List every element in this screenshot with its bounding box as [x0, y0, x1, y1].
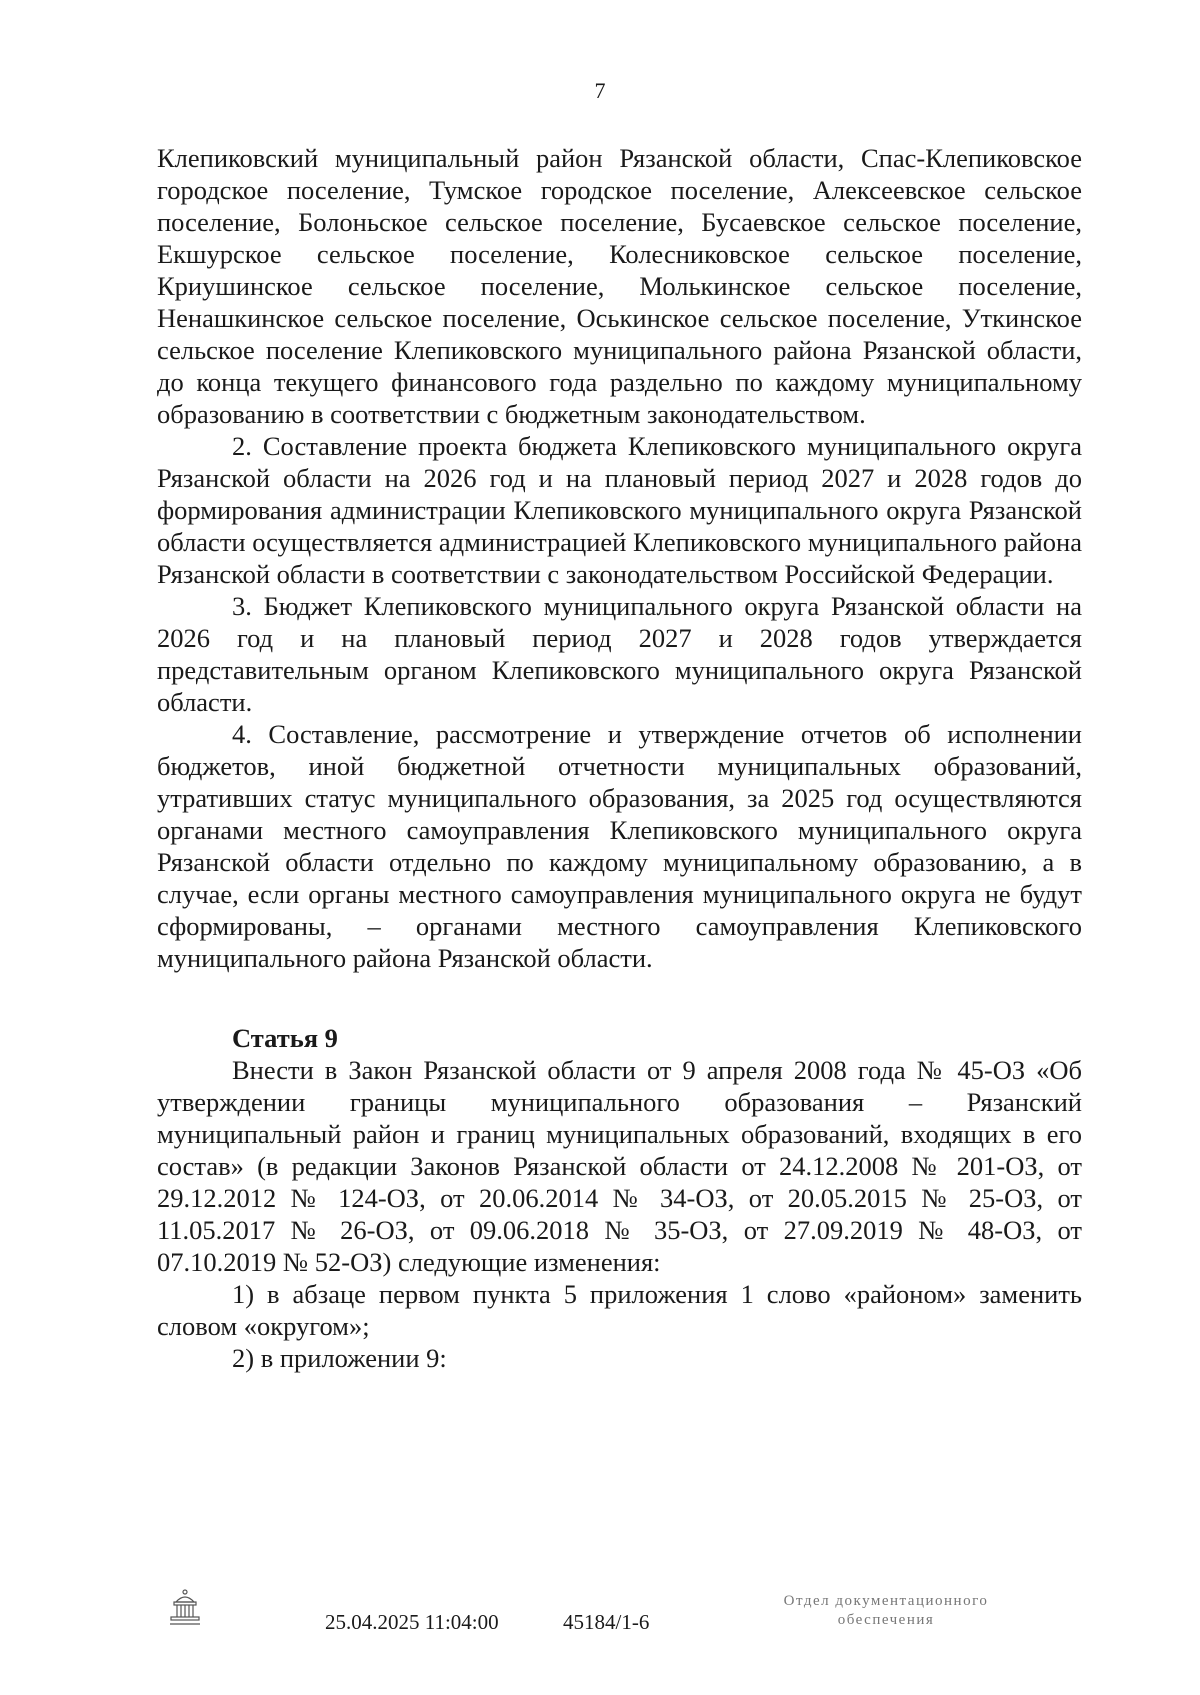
footer-doc-number: 45184/1-6	[563, 1610, 650, 1634]
duma-building-icon	[168, 1588, 202, 1628]
paragraph-item-3: 3. Бюджет Клепиковского муниципального округа Рязанской области на 2026 год и на плановый период 2027 и 2028 годов утверждается представительным органом Клепиковского муниципального округа Рязанской области.	[157, 591, 1082, 717]
stamp-line-2: обеспечения	[837, 1612, 935, 1628]
stamp-line-1: Отдел документационного	[783, 1593, 989, 1609]
page-number: 7	[594, 78, 606, 103]
article-title: Статья 9	[232, 1023, 338, 1053]
article-paragraph-2: 2) в приложении 9:	[232, 1343, 447, 1373]
paragraph-continuation: Клепиковский муниципальный район Рязанской области, Спас-Клепиковское городское поселение, Тумское городское поселение, Алексеевское сельское поселение, Болоньское сельское поселение, Бусаевское сельское поселение, Екшурское сельское поселение, Колесниковское сельское поселение, Криушинское сельское поселение, Молькинское сельское поселение, Ненашкинское сельское поселение, Оськинское сельское поселение, Уткинское сельское поселение Клепиковского муниципального района Рязанской области, до конца текущего финансового года раздельно по каждому муниципальному образованию в соответствии с бюджетным законодательством.	[157, 143, 1082, 429]
paragraph-item-4: 4. Составление, рассмотрение и утверждение отчетов об исполнении бюджетов, иной бюджетной отчетности муниципальных образований, утративших статус муниципального образования, за 2025 год осуществляются органами местного самоуправления Клепиковского муниципального округа Рязанской области отдельно по каждому муниципальному образованию, а в случае, если органы местного самоуправления муниципального округа не будут сформированы, – органами местного самоуправления Клепиковского муниципального района Рязанской области.	[157, 719, 1082, 973]
document-body	[157, 142, 1082, 1374]
article-paragraph-1: 1) в абзаце первом пункта 5 приложения 1 слово «районом» заменить словом «округом»;	[157, 1279, 1082, 1341]
department-stamp	[736, 1592, 1036, 1630]
paragraph-item-2: 2. Составление проекта бюджета Клепиковского муниципального округа Рязанской области на 2026 год и на плановый период 2027 и 2028 годов до формирования администрации Клепиковского муниципального округа Рязанской области осуществляется администрацией Клепиковского муниципального района Рязанской области в соответствии с законодательством Российской Федерации.	[157, 431, 1082, 589]
article-paragraph-intro: Внести в Закон Рязанской области от 9 апреля 2008 года № 45-ОЗ «Об утверждении границы муниципального образования – Рязанский муниципальный район и границ муниципальных образований, входящих в его состав» (в редакции Законов Рязанской области от 24.12.2008 № 201-ОЗ, от 29.12.2012 № 124-ОЗ, от 20.06.2014 № 34-ОЗ, от 20.05.2015 № 25-ОЗ, от 11.05.2017 № 26-ОЗ, от 09.06.2018 № 35-ОЗ, от 27.09.2019 № 48-ОЗ, от 07.10.2019 № 52-ОЗ) следующие изменения:	[157, 1055, 1082, 1277]
footer-timestamp: 25.04.2025 11:04:00	[325, 1610, 499, 1634]
